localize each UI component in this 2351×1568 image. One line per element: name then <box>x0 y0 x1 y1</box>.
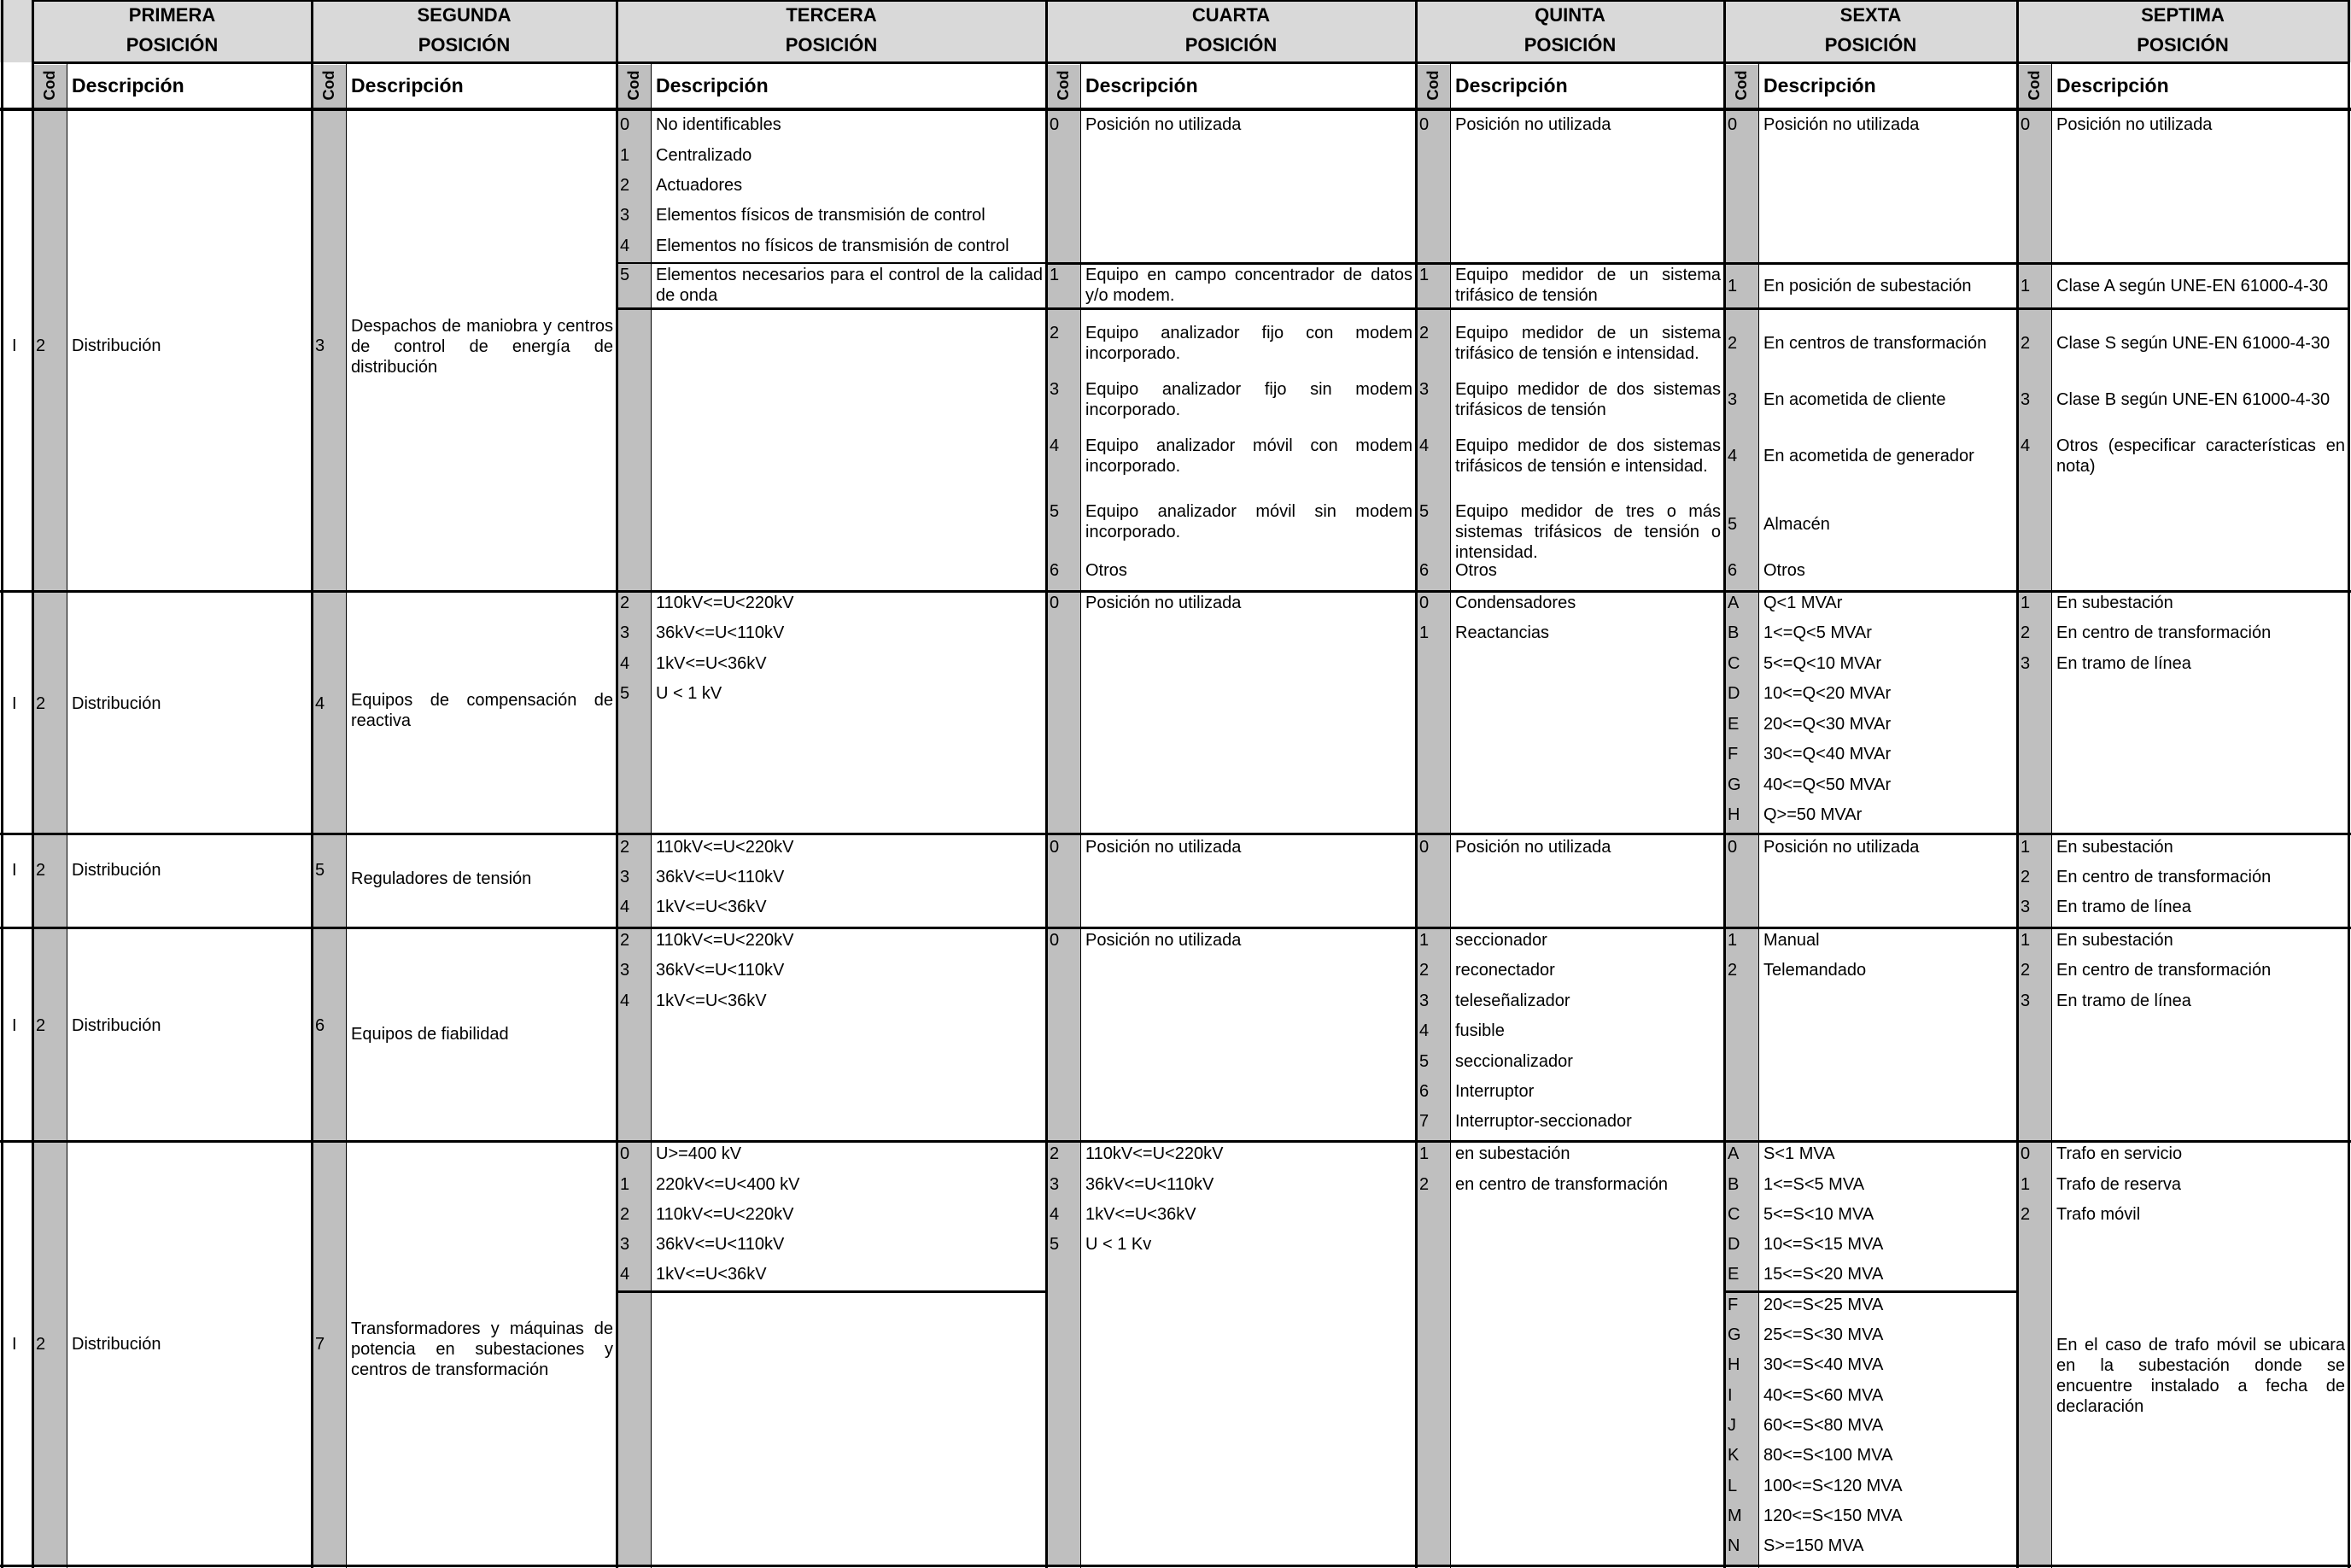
position-3-description: U>=400 kV <box>656 1144 742 1163</box>
position-6-description: Manual <box>1763 931 1820 950</box>
position-2-description: Equipos de compensación de reactiva <box>351 691 613 730</box>
row-divider <box>0 108 2351 111</box>
position-6-code: B <box>1728 1175 1740 1194</box>
row-roman: I <box>12 1016 17 1035</box>
position-3-code: 2 <box>620 931 630 950</box>
position-1-description: Distribución <box>72 694 161 713</box>
position-5-description: Condensadores <box>1455 594 1576 612</box>
cod-subheader: Cod <box>2026 70 2043 101</box>
description-subheader: Descripción <box>72 74 184 97</box>
column-divider <box>616 0 618 1568</box>
row-divider <box>0 833 2351 835</box>
row-roman: I <box>12 1335 17 1354</box>
position-3-description: 110kV<=U<220kV <box>656 1205 794 1224</box>
position-4-description: Equipo analizador fijo con modem incorporado. <box>1085 324 1412 363</box>
position-3-code: 3 <box>620 868 630 886</box>
position-5-description: Otros <box>1455 561 1497 580</box>
position-7-description: En subestación <box>2056 931 2173 950</box>
position-6-description: 100<=S<120 MVA <box>1763 1477 1903 1495</box>
position-7-description: Clase B según UNE-EN 61000-4-30 <box>2056 390 2331 409</box>
position-3-code: 4 <box>620 1265 630 1284</box>
position-5-code: 2 <box>1419 1175 1430 1194</box>
position-4-code: 2 <box>1050 324 1060 342</box>
column-divider <box>311 0 313 1568</box>
column-header-5-line2: POSICIÓN <box>1523 34 1617 56</box>
position-6-description: 20<=Q<30 MVAr <box>1763 715 1892 734</box>
position-2-code: 7 <box>315 1335 325 1354</box>
position-5-description: Posición no utilizada <box>1455 115 1611 134</box>
position-3-description: 1kV<=U<36kV <box>656 1265 767 1284</box>
position-2-description: Transformadores y máquinas de potencia en subestaciones y centros de transformación <box>351 1319 613 1379</box>
position-7-description: En subestación <box>2056 594 2173 612</box>
position-3-description: 110kV<=U<220kV <box>656 838 794 857</box>
column-header-3-line2: POSICIÓN <box>785 34 878 56</box>
position-3-description: 36kV<=U<110kV <box>656 961 785 980</box>
position-3-description: 1kV<=U<36kV <box>656 898 767 916</box>
position-3-code: 4 <box>620 654 630 673</box>
position-7-description: Trafo en servicio <box>2056 1144 2183 1163</box>
position-6-code: H <box>1728 805 1740 824</box>
cod-subheader: Cod <box>1733 70 1750 101</box>
position-4-description: Equipo analizador móvil con modem incorporado. <box>1085 436 1412 476</box>
description-subheader: Descripción <box>656 74 769 97</box>
position-6-description: En acometida de cliente <box>1763 390 1946 409</box>
position-3-description: 110kV<=U<220kV <box>656 931 794 950</box>
column-header-1-line2: POSICIÓN <box>126 34 219 56</box>
cod-subheader: Cod <box>320 70 337 101</box>
cod-subheader: Cod <box>625 70 642 101</box>
position-6-code: 6 <box>1728 561 1738 580</box>
position-2-description: Despachos de maniobra y centros de control de energía de distribución <box>351 317 613 377</box>
position-7-code: 2 <box>2021 868 2031 886</box>
position-3-code: 0 <box>620 115 630 134</box>
position-2-code: 4 <box>315 694 325 713</box>
column-divider <box>1080 62 1081 1568</box>
position-5-code: 1 <box>1419 931 1430 950</box>
position-5-code: 4 <box>1419 436 1430 455</box>
position-7-code: 1 <box>2021 277 2031 295</box>
position-7-code: 1 <box>2021 931 2031 950</box>
position-3-code: 3 <box>620 1235 630 1254</box>
position-6-description: En acometida de generador <box>1763 447 1974 465</box>
position-6-description: 15<=S<20 MVA <box>1763 1265 1884 1284</box>
position-5-code: 0 <box>1419 594 1430 612</box>
column-header-6-line1: SEXTA <box>1839 4 1902 26</box>
position-4-code: 2 <box>1050 1144 1060 1163</box>
cell-separator <box>1046 262 2348 265</box>
position-4-description: Equipo analizador fijo sin modem incorporado. <box>1085 380 1412 419</box>
position-4-code: 3 <box>1050 1175 1060 1194</box>
cod-column-strip <box>1046 65 1080 1565</box>
position-6-description: 120<=S<150 MVA <box>1763 1507 1903 1525</box>
row-divider <box>32 61 2348 64</box>
position-5-code: 7 <box>1419 1112 1430 1131</box>
position-6-description: En posición de subestación <box>1763 277 1972 295</box>
position-3-description: 1kV<=U<36kV <box>656 992 767 1010</box>
position-5-code: 2 <box>1419 961 1430 980</box>
cod-subheader: Cod <box>1424 70 1442 101</box>
position-1-code: 2 <box>36 1016 46 1035</box>
position-4-description: U < 1 Kv <box>1085 1235 1152 1254</box>
cell-separator <box>617 307 1046 310</box>
position-4-description: Equipo en campo concentrador de datos y/o modem. <box>1085 266 1412 305</box>
row-divider <box>0 1140 2351 1143</box>
position-5-description: teleseñalizador <box>1455 992 1570 1010</box>
position-6-code: D <box>1728 684 1740 703</box>
position-6-code: J <box>1728 1416 1736 1435</box>
position-5-code: 0 <box>1419 115 1430 134</box>
row-divider <box>0 1565 2351 1567</box>
position-7-description: Otros (especificar características en nota) <box>2056 436 2345 476</box>
position-7-description: En tramo de línea <box>2056 992 2191 1010</box>
position-5-description: Equipo medidor de un sistema trifásico de tensión <box>1455 266 1721 305</box>
position-6-description: 20<=S<25 MVA <box>1763 1296 1884 1314</box>
position-3-code: 3 <box>620 623 630 642</box>
position-3-description: 36kV<=U<110kV <box>656 1235 785 1254</box>
position-5-code: 6 <box>1419 561 1430 580</box>
position-4-code: 0 <box>1050 931 1060 950</box>
position-4-description: Equipo analizador móvil sin modem incorporado. <box>1085 502 1412 541</box>
position-4-code: 4 <box>1050 1205 1060 1224</box>
position-6-description: 30<=S<40 MVA <box>1763 1355 1884 1374</box>
position-3-code: 2 <box>620 176 630 195</box>
position-4-description: Posición no utilizada <box>1085 838 1242 857</box>
position-3-description: Elementos necesarios para el control de la calidad de onda <box>656 266 1043 305</box>
row-roman: I <box>12 336 17 355</box>
position-6-code: 3 <box>1728 390 1738 409</box>
cell-separator <box>617 262 1046 264</box>
position-6-description: Telemandado <box>1763 961 1867 980</box>
position-6-description: 40<=Q<50 MVAr <box>1763 775 1892 794</box>
column-header-7-line1: SEPTIMA <box>2141 4 2225 26</box>
position-6-description: S>=150 MVA <box>1763 1536 1864 1555</box>
position-6-description: Posición no utilizada <box>1763 838 1920 857</box>
position-6-code: L <box>1728 1477 1738 1495</box>
position-4-description: Otros <box>1085 561 1127 580</box>
position-4-code: 0 <box>1050 594 1060 612</box>
position-4-code: 6 <box>1050 561 1060 580</box>
position-6-code: N <box>1728 1536 1740 1555</box>
position-5-description: seccionador <box>1455 931 1547 950</box>
position-5-description: Equipo medidor de un sistema trifásico de tensión e intensidad. <box>1455 324 1721 363</box>
position-6-code: 0 <box>1728 115 1738 134</box>
description-subheader: Descripción <box>1763 74 1876 97</box>
cod-column-strip <box>1416 65 1450 1565</box>
position-6-description: En centros de transformación <box>1763 334 1987 353</box>
position-7-code: 4 <box>2021 436 2031 455</box>
position-5-description: Reactancias <box>1455 623 1550 642</box>
position-6-code: H <box>1728 1355 1740 1374</box>
position-6-code: F <box>1728 745 1739 764</box>
position-7-code: 3 <box>2021 390 2031 409</box>
position-3-description: 110kV<=U<220kV <box>656 594 794 612</box>
position-3-code: 5 <box>620 684 630 703</box>
position-5-code: 1 <box>1419 623 1430 642</box>
position-4-code: 1 <box>1050 266 1060 284</box>
position-7-code: 0 <box>2021 115 2031 134</box>
position-5-code: 3 <box>1419 992 1430 1010</box>
position-3-code: 2 <box>620 838 630 857</box>
column-header-4-line2: POSICIÓN <box>1184 34 1278 56</box>
position-3-description: 36kV<=U<110kV <box>656 868 785 886</box>
position-3-description: 36kV<=U<110kV <box>656 623 785 642</box>
position-5-description: fusible <box>1455 1021 1505 1040</box>
cod-subheader: Cod <box>41 70 58 101</box>
position-7-description: En centro de transformación <box>2056 868 2272 886</box>
column-header-7-line2: POSICIÓN <box>2137 34 2229 56</box>
position-7-code: 2 <box>2021 961 2031 980</box>
column-divider <box>1 0 3 1568</box>
position-1-code: 2 <box>36 861 46 880</box>
description-subheader: Descripción <box>1455 74 1568 97</box>
position-3-description: Elementos no físicos de transmisión de control <box>656 237 1009 255</box>
position-5-description: Interruptor <box>1455 1082 1535 1101</box>
position-4-description: 1kV<=U<36kV <box>1085 1205 1196 1224</box>
position-1-description: Distribución <box>72 861 161 880</box>
position-7-code: 1 <box>2021 838 2031 857</box>
position-6-description: 10<=Q<20 MVAr <box>1763 684 1892 703</box>
column-divider <box>1045 0 1048 1568</box>
position-3-description: Centralizado <box>656 146 752 165</box>
position-3-code: 5 <box>620 266 630 284</box>
position-3-description: No identificables <box>656 115 781 134</box>
position-3-code: 1 <box>620 1175 630 1194</box>
column-header-6-line2: POSICIÓN <box>1824 34 1917 56</box>
position-7-description: Posición no utilizada <box>2056 115 2213 134</box>
position-6-code: 4 <box>1728 447 1738 465</box>
position-7-code: 2 <box>2021 334 2031 353</box>
position-5-code: 1 <box>1419 1144 1430 1163</box>
position-6-code: E <box>1728 1265 1740 1284</box>
position-7-description: En tramo de línea <box>2056 898 2191 916</box>
column-header-5-line1: QUINTA <box>1535 4 1605 26</box>
description-subheader: Descripción <box>351 74 464 97</box>
position-7-description: En centro de transformación <box>2056 961 2272 980</box>
position-3-code: 4 <box>620 237 630 255</box>
position-4-description: Posición no utilizada <box>1085 115 1242 134</box>
column-divider <box>1723 0 1726 1568</box>
position-6-code: 1 <box>1728 931 1738 950</box>
position-6-code: B <box>1728 623 1740 642</box>
position-7-description: Trafo móvil <box>2056 1205 2141 1224</box>
position-6-description: Otros <box>1763 561 1805 580</box>
position-5-description: Interruptor-seccionador <box>1455 1112 1632 1131</box>
position-7-code: 3 <box>2021 654 2031 673</box>
column-divider <box>1415 0 1418 1568</box>
position-3-description: 1kV<=U<36kV <box>656 654 767 673</box>
column-header-1-line1: PRIMERA <box>128 4 216 26</box>
column-divider <box>2348 0 2350 1568</box>
cell-separator <box>1724 1290 2017 1293</box>
position-5-code: 4 <box>1419 1021 1430 1040</box>
column-header-4-line1: CUARTA <box>1191 4 1271 26</box>
position-6-description: 60<=S<80 MVA <box>1763 1416 1884 1435</box>
position-6-code: 5 <box>1728 515 1738 534</box>
position-3-code: 3 <box>620 961 630 980</box>
position-6-description: Posición no utilizada <box>1763 115 1920 134</box>
position-5-code: 5 <box>1419 502 1430 521</box>
position-5-code: 0 <box>1419 838 1430 857</box>
position-3-code: 0 <box>620 1144 630 1163</box>
position-3-description: Actuadores <box>656 176 743 195</box>
position-6-code: C <box>1728 654 1740 673</box>
position-1-code: 2 <box>36 694 46 713</box>
position-7-description: En subestación <box>2056 838 2173 857</box>
position-6-description: 5<=S<10 MVA <box>1763 1205 1874 1224</box>
position-6-description: 80<=S<100 MVA <box>1763 1446 1893 1465</box>
position-6-description: 10<=S<15 MVA <box>1763 1235 1884 1254</box>
position-6-code: 1 <box>1728 277 1738 295</box>
cell-separator <box>617 1290 1046 1293</box>
position-7-description: Clase A según UNE-EN 61000-4-30 <box>2056 277 2328 295</box>
position-5-description: Posición no utilizada <box>1455 838 1611 857</box>
position-5-code: 2 <box>1419 324 1430 342</box>
position-6-code: 0 <box>1728 838 1738 857</box>
position-6-code: D <box>1728 1235 1740 1254</box>
position-1-description: Distribución <box>72 1016 161 1035</box>
position-6-code: K <box>1728 1446 1740 1465</box>
position-5-description: reconectador <box>1455 961 1555 980</box>
position-7-code: 3 <box>2021 992 2031 1010</box>
position-5-description: Equipo medidor de dos sistemas trifásicos de tensión e intensidad. <box>1455 436 1721 476</box>
position-5-code: 6 <box>1419 1082 1430 1101</box>
position-7-description: En tramo de línea <box>2056 654 2191 673</box>
position-5-description: Equipo medidor de tres o más sistemas trifásicos de tensión o intensidad. <box>1455 502 1721 562</box>
position-7-code: 2 <box>2021 623 2031 642</box>
position-5-code: 3 <box>1419 380 1430 399</box>
position-3-code: 4 <box>620 992 630 1010</box>
position-6-code: M <box>1728 1507 1742 1525</box>
position-6-description: 30<=Q<40 MVAr <box>1763 745 1892 764</box>
position-1-description: Distribución <box>72 336 161 355</box>
cell-separator <box>1046 307 2348 310</box>
position-3-description: U < 1 kV <box>656 684 722 703</box>
position-6-code: E <box>1728 715 1740 734</box>
position-4-code: 0 <box>1050 115 1060 134</box>
position-6-code: F <box>1728 1296 1739 1314</box>
position-2-description: Reguladores de tensión <box>351 869 532 888</box>
position-6-code: I <box>1728 1386 1733 1405</box>
position-6-description: 1<=S<5 MVA <box>1763 1175 1865 1194</box>
position-7-code: 0 <box>2021 1144 2031 1163</box>
position-3-code: 1 <box>620 146 630 165</box>
cod-column-strip <box>617 65 651 1565</box>
position-7-note: En el caso de trafo móvil se ubicara en la subestación donde se encuentre instalado a fecha de declaración <box>2056 1336 2345 1416</box>
row-divider <box>0 927 2351 929</box>
row-divider <box>0 590 2351 593</box>
position-6-code: 2 <box>1728 334 1738 353</box>
position-6-description: 25<=S<30 MVA <box>1763 1325 1884 1344</box>
row-divider <box>32 0 2348 2</box>
column-divider <box>1758 62 1759 1568</box>
position-6-code: C <box>1728 1205 1740 1224</box>
position-2-description: Equipos de fiabilidad <box>351 1025 509 1044</box>
position-3-description: 220kV<=U<400 kV <box>656 1175 800 1194</box>
position-6-description: 5<=Q<10 MVAr <box>1763 654 1882 673</box>
column-header-2-line1: SEGUNDA <box>417 4 512 26</box>
position-4-description: 110kV<=U<220kV <box>1085 1144 1224 1163</box>
cod-subheader: Cod <box>1055 70 1072 101</box>
column-header-3-line1: TERCERA <box>786 4 877 26</box>
position-7-description: En centro de transformación <box>2056 623 2272 642</box>
position-3-code: 3 <box>620 206 630 225</box>
position-6-code: 2 <box>1728 961 1738 980</box>
position-5-code: 1 <box>1419 266 1430 284</box>
position-5-description: seccionalizador <box>1455 1052 1573 1071</box>
position-6-description: Q<1 MVAr <box>1763 594 1843 612</box>
position-6-description: S<1 MVA <box>1763 1144 1835 1163</box>
position-7-code: 2 <box>2021 1205 2031 1224</box>
position-4-description: Posición no utilizada <box>1085 594 1242 612</box>
column-divider <box>1450 62 1451 1568</box>
position-2-code: 5 <box>315 861 325 880</box>
column-header-2-line2: POSICIÓN <box>418 34 511 56</box>
position-6-description: Q>=50 MVAr <box>1763 805 1863 824</box>
position-6-code: G <box>1728 1325 1741 1344</box>
position-6-code: A <box>1728 594 1740 612</box>
position-6-description: 1<=Q<5 MVAr <box>1763 623 1872 642</box>
column-divider <box>2016 0 2019 1568</box>
position-1-description: Distribución <box>72 1335 161 1354</box>
position-4-code: 4 <box>1050 436 1060 455</box>
position-7-code: 1 <box>2021 594 2031 612</box>
position-3-code: 2 <box>620 1205 630 1224</box>
column-divider <box>2051 62 2052 1568</box>
row-roman: I <box>12 694 17 713</box>
column-divider <box>32 0 34 1568</box>
column-divider <box>651 62 652 1568</box>
position-6-description: 40<=S<60 MVA <box>1763 1386 1884 1405</box>
position-2-code: 6 <box>315 1016 325 1035</box>
position-6-description: Almacén <box>1763 515 1830 534</box>
description-subheader: Descripción <box>1085 74 1198 97</box>
position-4-code: 0 <box>1050 838 1060 857</box>
position-7-code: 3 <box>2021 898 2031 916</box>
position-4-code: 5 <box>1050 502 1060 521</box>
position-5-code: 5 <box>1419 1052 1430 1071</box>
position-7-description: Trafo de reserva <box>2056 1175 2181 1194</box>
position-5-description: en centro de transformación <box>1455 1175 1669 1194</box>
position-4-description: 36kV<=U<110kV <box>1085 1175 1214 1194</box>
position-6-code: G <box>1728 775 1741 794</box>
position-4-code: 5 <box>1050 1235 1060 1254</box>
position-3-description: Elementos físicos de transmisión de control <box>656 206 985 225</box>
position-7-description: Clase S según UNE-EN 61000-4-30 <box>2056 334 2331 353</box>
position-6-code: A <box>1728 1144 1740 1163</box>
position-5-description: en subestación <box>1455 1144 1570 1163</box>
column-divider <box>346 62 347 1568</box>
row-roman: I <box>12 861 17 880</box>
position-4-description: Posición no utilizada <box>1085 931 1242 950</box>
position-3-code: 4 <box>620 898 630 916</box>
position-2-code: 3 <box>315 336 325 355</box>
description-subheader: Descripción <box>2056 74 2169 97</box>
position-5-description: Equipo medidor de dos sistemas trifásicos de tensión <box>1455 380 1721 419</box>
position-4-code: 3 <box>1050 380 1060 399</box>
position-1-code: 2 <box>36 1335 46 1354</box>
position-1-code: 2 <box>36 336 46 355</box>
position-7-code: 1 <box>2021 1175 2031 1194</box>
position-3-code: 2 <box>620 594 630 612</box>
